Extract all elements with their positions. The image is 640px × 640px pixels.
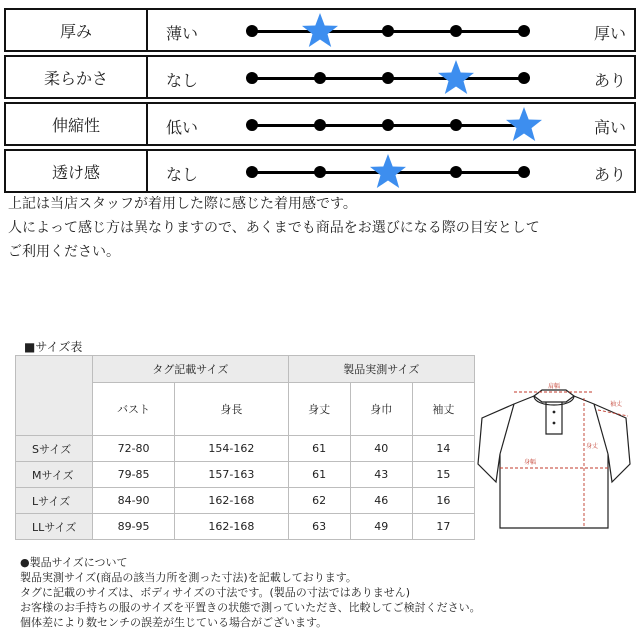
- footnote-line-3: タグに記載のサイズは、ボディサイズの寸法です。(製品の寸法ではありません): [20, 586, 411, 599]
- scale-dot: [450, 25, 462, 37]
- column-height: 身長: [175, 383, 288, 436]
- size-cell: 17: [412, 514, 474, 540]
- selected-level-star-icon: [300, 11, 340, 51]
- feel-row: [5, 56, 635, 98]
- scale-dot: [246, 166, 258, 178]
- footnote-line-2: 製品実測サイズ(商品の該当力所を測った寸法)を記載しております。: [20, 571, 357, 584]
- selected-level-star-icon: [436, 58, 476, 98]
- feel-scale-cell: [147, 56, 635, 98]
- feel-row: [5, 103, 635, 145]
- scale-low-label: 低い: [166, 118, 199, 137]
- size-table-body: [16, 436, 475, 540]
- scale-dot: [382, 72, 394, 84]
- size-cell: 61: [288, 462, 350, 488]
- note-line-1: 上記は当店スタッフが着用した際に感じた着用感です。: [8, 196, 357, 212]
- shirt-buttons: [553, 411, 556, 425]
- size-table-group-header: [16, 356, 475, 383]
- size-table-title: ■サイズ表: [24, 340, 83, 354]
- feel-attribute-label: 伸縮性: [5, 103, 147, 145]
- size-cell: 63: [288, 514, 350, 540]
- size-table: [15, 355, 475, 540]
- size-cell: 14: [412, 436, 474, 462]
- column-sleeve-length: 袖丈: [412, 383, 474, 436]
- scale-dot: [246, 25, 258, 37]
- scale-dot: [314, 166, 326, 178]
- size-row: [16, 488, 475, 514]
- size-footnote: [20, 555, 481, 630]
- scale-low-label: なし: [166, 165, 199, 184]
- group-actual-size: 製品実測サイズ: [288, 356, 474, 383]
- size-cell: 40: [350, 436, 412, 462]
- scale-high-label: あり: [593, 71, 626, 90]
- selected-level-star-icon: [504, 105, 544, 145]
- scale-dot: [246, 72, 258, 84]
- size-cell: 72-80: [93, 436, 175, 462]
- footnote-line-5: 個体差により数センチの誤差が生じている場合がございます。: [20, 616, 328, 629]
- size-row: [16, 514, 475, 540]
- label-sodetake: 袖丈: [609, 401, 623, 408]
- feel-attribute-label: 柔らかさ: [5, 56, 147, 98]
- size-cell: 162-168: [175, 488, 288, 514]
- feel-row: [5, 150, 635, 192]
- feel-attribute-label: 厚み: [5, 9, 147, 51]
- wear-feel-body: [5, 9, 635, 192]
- size-cell: 157-163: [175, 462, 288, 488]
- shirt-measurement-diagram: [476, 368, 634, 546]
- feel-scale-cell: [147, 150, 635, 192]
- scale-dot: [518, 72, 530, 84]
- footnote-line-4: お客様のお手持ちの服のサイズを平置きの状態で測っていただき、比較してご検討ください。: [20, 601, 481, 614]
- size-cell: 162-168: [175, 514, 288, 540]
- note-line-2: 人によって感じ方は異なりますので、あくまでも商品をお選びになる際の目安として: [8, 220, 540, 236]
- size-row: [16, 436, 475, 462]
- feel-scale-cell: [147, 103, 635, 145]
- scale-dot: [314, 72, 326, 84]
- scale-dot: [450, 119, 462, 131]
- size-cell: 16: [412, 488, 474, 514]
- group-tag-size: タグ記載サイズ: [93, 356, 289, 383]
- scale-dot: [246, 119, 258, 131]
- scale-high-label: 厚い: [593, 24, 626, 43]
- column-bust: バスト: [93, 383, 175, 436]
- scale-high-label: あり: [593, 165, 626, 184]
- size-table-corner: [16, 356, 93, 436]
- feel-row: [5, 9, 635, 51]
- size-cell: 84-90: [93, 488, 175, 514]
- column-body-width: 身巾: [350, 383, 412, 436]
- scale-low-label: なし: [166, 71, 199, 90]
- note-line-3: ご利用ください。: [8, 244, 120, 260]
- scale-dot: [518, 25, 530, 37]
- scale-dot: [450, 166, 462, 178]
- footnote-line-1: ●製品サイズについて: [20, 556, 128, 569]
- scale-low-label: 薄い: [166, 24, 199, 43]
- size-row: [16, 462, 475, 488]
- size-row-label: LLサイズ: [16, 514, 93, 540]
- size-cell: 89-95: [93, 514, 175, 540]
- wear-feel-note: [8, 192, 540, 264]
- size-cell: 43: [350, 462, 412, 488]
- scale-dot: [518, 166, 530, 178]
- size-cell: 61: [288, 436, 350, 462]
- size-cell: 49: [350, 514, 412, 540]
- feel-scale-cell: [147, 9, 635, 51]
- scale-dot: [382, 25, 394, 37]
- column-body-length: 身丈: [288, 383, 350, 436]
- size-row-label: Sサイズ: [16, 436, 93, 462]
- scale-high-label: 高い: [593, 118, 626, 137]
- size-cell: 154-162: [175, 436, 288, 462]
- selected-level-star-icon: [368, 152, 408, 192]
- size-cell: 15: [412, 462, 474, 488]
- label-mihaba: 身幅: [523, 459, 537, 466]
- size-row-label: Mサイズ: [16, 462, 93, 488]
- label-katahaba: 肩幅: [547, 383, 561, 390]
- size-cell: 46: [350, 488, 412, 514]
- feel-attribute-label: 透け感: [5, 150, 147, 192]
- size-cell: 62: [288, 488, 350, 514]
- scale-dot: [382, 119, 394, 131]
- label-mitake: 身丈: [586, 443, 599, 450]
- scale-dot: [314, 119, 326, 131]
- wear-feel-chart: [4, 8, 636, 193]
- size-cell: 79-85: [93, 462, 175, 488]
- size-row-label: Lサイズ: [16, 488, 93, 514]
